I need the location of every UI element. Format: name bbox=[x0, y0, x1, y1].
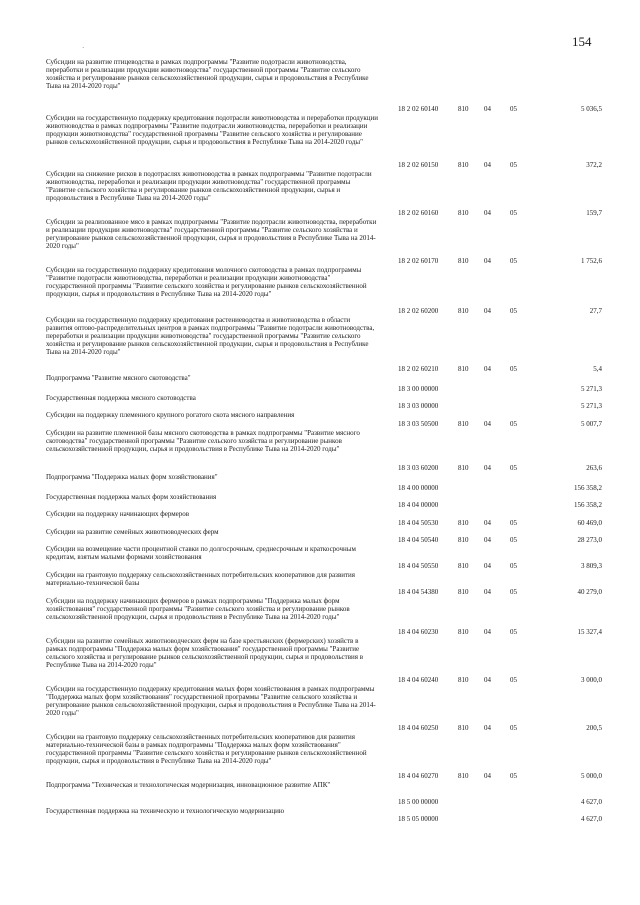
row-amount: 28 273,0 bbox=[577, 536, 602, 544]
row-code: 18 5 00 00000 bbox=[398, 798, 439, 806]
row-code: 18 2 02 60200 bbox=[398, 307, 439, 315]
row-pr: 05 bbox=[510, 628, 517, 636]
row-code: 18 2 02 60160 bbox=[398, 209, 439, 217]
row-vr: 810 bbox=[458, 676, 469, 684]
table-row bbox=[46, 637, 602, 685]
row-amount: 5 007,7 bbox=[581, 420, 602, 428]
page-number: 154 bbox=[572, 34, 592, 49]
table-row bbox=[46, 528, 602, 545]
row-code: 18 4 04 50530 bbox=[398, 519, 439, 527]
table-row bbox=[46, 781, 602, 807]
row-code: 18 2 02 60210 bbox=[398, 365, 439, 373]
row-vr: 810 bbox=[458, 464, 469, 472]
row-code: 18 4 04 60250 bbox=[398, 724, 439, 732]
row-pr: 05 bbox=[510, 536, 517, 544]
row-code: 18 2 02 60170 bbox=[398, 257, 439, 265]
row-amount: 5 271,3 bbox=[581, 385, 602, 393]
row-pr: 05 bbox=[510, 105, 517, 113]
row-code: 18 3 03 50500 bbox=[398, 420, 439, 428]
row-amount: 60 469,0 bbox=[577, 519, 602, 527]
row-vr: 810 bbox=[458, 628, 469, 636]
row-pr: 05 bbox=[510, 464, 517, 472]
row-pr: 05 bbox=[510, 307, 517, 315]
row-code: 18 4 04 60230 bbox=[398, 628, 439, 636]
row-description: Подпрограмма "Поддержка малых форм хозяйствования" bbox=[46, 473, 218, 481]
row-amount: 156 358,2 bbox=[574, 484, 602, 492]
row-code: 18 4 04 54380 bbox=[398, 588, 439, 596]
table-row bbox=[46, 266, 602, 316]
row-vr: 810 bbox=[458, 420, 469, 428]
row-amount: 372,2 bbox=[586, 161, 602, 169]
table-row bbox=[46, 473, 602, 493]
table-row bbox=[46, 394, 602, 411]
row-rz: 04 bbox=[484, 464, 491, 472]
row-amount: 5,4 bbox=[593, 365, 602, 373]
row-amount: 4 627,0 bbox=[581, 798, 602, 806]
row-vr: 810 bbox=[458, 536, 469, 544]
row-vr: 810 bbox=[458, 209, 469, 217]
row-amount: 40 279,0 bbox=[577, 588, 602, 596]
table-row bbox=[46, 374, 602, 394]
row-vr: 810 bbox=[458, 105, 469, 113]
row-amount: 5 000,0 bbox=[581, 772, 602, 780]
row-code: 18 3 03 60200 bbox=[398, 464, 439, 472]
row-description: Субсидии на государственную поддержку кредитования растениеводства и животноводства в области развития оптово-распределительных центров в рамках подпрограммы "Развитие подотрасли животноводства, переработки и реализации продукции животноводства" государственной программы "Развитие сельского хозяйства и регулирование рынков сельскохозяйственной продукции, сырья и продовольствия в Республике Тыва на 2014-2020 годы" bbox=[46, 316, 375, 356]
row-rz: 04 bbox=[484, 628, 491, 636]
row-pr: 05 bbox=[510, 257, 517, 265]
row-amount: 156 358,2 bbox=[574, 501, 602, 509]
row-pr: 05 bbox=[510, 519, 517, 527]
row-vr: 810 bbox=[458, 257, 469, 265]
row-description: Субсидии на развитие семейных животноводческих ферм bbox=[46, 528, 219, 536]
row-pr: 05 bbox=[510, 365, 517, 373]
row-vr: 810 bbox=[458, 307, 469, 315]
table-row bbox=[46, 411, 602, 429]
row-pr: 05 bbox=[510, 588, 517, 596]
row-description: Субсидии на грантовую поддержку сельскохозяйственных потребительских кооперативов для развития материально-технической базы bbox=[46, 571, 356, 587]
row-description: Субсидии на развитие семейных животноводческих ферм на базе крестьянских (фермерских) хозяйств в рамках подпрограммы "Поддержка малых форм хозяйствования" государственной программы "Развитие сельского хозяйства и регулирование рынков сельскохозяйственной продукции, сырья и продовольствия в Республике Тыва на 2014-2020 годы" bbox=[46, 637, 364, 669]
row-code: 18 2 02 60150 bbox=[398, 161, 439, 169]
table-row bbox=[46, 685, 602, 733]
row-description: Государственная поддержка мясного скотоводства bbox=[46, 394, 196, 402]
row-pr: 05 bbox=[510, 772, 517, 780]
table-row bbox=[46, 807, 602, 824]
row-description: Субсидии на государственную поддержку кредитования малых форм хозяйствования в рамках подпрограммы "Поддержка малых форм хозяйствования" государственной программы "Развитие сельского хозяйства и регулирование рынков сельскохозяйственной продукции, сырья и продовольствия в Республике Тыва на 2014-2020 годы" bbox=[46, 685, 376, 717]
row-rz: 04 bbox=[484, 257, 491, 265]
row-rz: 04 bbox=[484, 536, 491, 544]
row-amount: 5 271,3 bbox=[581, 402, 602, 410]
row-rz: 04 bbox=[484, 307, 491, 315]
row-description: Субсидии на поддержку начинающих фермеров в рамках подпрограммы "Поддержка малых форм хозяйствования" государственной программы "Развитие сельского хозяйства и регулирование рынков сельскохозяйственной продукции, сырья и продовольствия в Республике Тыва на 2014-2020 годы" bbox=[46, 597, 350, 621]
row-amount: 1 752,6 bbox=[581, 257, 602, 265]
table-row bbox=[46, 510, 602, 528]
row-description: Государственная поддержка малых форм хозяйствования bbox=[46, 493, 217, 501]
row-rz: 04 bbox=[484, 519, 491, 527]
row-description: Подпрограмма "Техническая и технологическая модернизация, инновационное развитие АПК" bbox=[46, 781, 331, 789]
row-rz: 04 bbox=[484, 105, 491, 113]
row-code: 18 4 04 60270 bbox=[398, 772, 439, 780]
budget-table bbox=[46, 58, 602, 824]
row-amount: 15 327,4 bbox=[577, 628, 602, 636]
row-description: Субсидии на возмещение части процентной ставки по долгосрочным, среднесрочным и краткосрочным кредитам, взятым малыми формами хозяйствования bbox=[46, 545, 356, 561]
row-description: Субсидии на поддержку племенного крупного рогатого скота мясного направления bbox=[46, 411, 295, 419]
row-code: 18 3 00 00000 bbox=[398, 385, 439, 393]
row-rz: 04 bbox=[484, 365, 491, 373]
row-code: 18 2 02 60140 bbox=[398, 105, 439, 113]
row-vr: 810 bbox=[458, 161, 469, 169]
row-description: Субсидии за реализованное мясо в рамках подпрограммы "Развитие подотрасли животноводства, переработки и реализации продукции животноводства" государственной программы "Развитие сельского хозяйства и регулирование рынков сельскохозяйственной продукции, сырья и продовольствия в Республике Тыва на 2014-2020 годы" bbox=[46, 218, 377, 250]
table-row bbox=[46, 114, 602, 170]
table-row bbox=[46, 493, 602, 510]
table-row bbox=[46, 597, 602, 637]
row-vr: 810 bbox=[458, 724, 469, 732]
row-rz: 04 bbox=[484, 420, 491, 428]
row-pr: 05 bbox=[510, 161, 517, 169]
row-code: 18 4 04 60240 bbox=[398, 676, 439, 684]
row-description: Государственная поддержка на техническую и технологическую модернизацию bbox=[46, 807, 285, 815]
row-amount: 5 036,5 bbox=[581, 105, 602, 113]
row-pr: 05 bbox=[510, 724, 517, 732]
row-amount: 3 000,0 bbox=[581, 676, 602, 684]
table-row bbox=[46, 218, 602, 266]
row-description: Субсидии на развитие птицеводства в рамках подпрограммы "Развитие подотрасли животноводства, переработки и реализации продукции животноводства" государственной программы "Развитие сельского хозяйства и регулирование рынков сельскохозяйственной продукции, сырья и продовольствия в Республике Тыва на 2014-2020 годы" bbox=[46, 58, 369, 90]
row-amount: 263,6 bbox=[586, 464, 602, 472]
row-description: Субсидии на государственную поддержку кредитования молочного скотоводства в рамках подпрограммы "Развитие подотрасли животноводства, переработки и реализации продукции животноводства" государственной программы "Развитие сельского хозяйства и регулирование рынков сельскохозяйственной продукции, сырья и продовольствия в Республике Тыва на 2014-2020 годы" bbox=[46, 266, 367, 298]
row-vr: 810 bbox=[458, 562, 469, 570]
table-row bbox=[46, 545, 602, 571]
row-description: Субсидии на грантовую поддержку сельскохозяйственных потребительских кооперативов для развития материально-технической базы в рамках подпрограммы "Поддержка малых форм хозяйствования" государственной программы "Развитие сельского хозяйства и регулирование рынков сельскохозяйственной продукции, сырья и продовольствия в Республике Тыва на 2014-2020 годы" bbox=[46, 733, 367, 765]
row-description: Субсидии на поддержку начинающих фермеров bbox=[46, 510, 190, 518]
row-description: Подпрограмма "Развитие мясного скотоводства" bbox=[46, 374, 191, 382]
row-rz: 04 bbox=[484, 676, 491, 684]
table-row bbox=[46, 571, 602, 597]
row-description: Субсидии на государственную поддержку кредитования подотрасли животноводства и переработки продукции животноводства в рамках подпрограммы "Развитие подотрасли животноводства, переработки и реализации продукции животноводства" государственной программы "Развитие сельского хозяйства и регулирование рынков сельскохозяйственной продукции, сырья и продовольствия в Республике Тыва на 2014-2020 годы" bbox=[46, 114, 378, 146]
row-code: 18 5 05 00000 bbox=[398, 815, 439, 823]
table-row bbox=[46, 316, 602, 374]
row-pr: 05 bbox=[510, 676, 517, 684]
row-code: 18 4 00 00000 bbox=[398, 484, 439, 492]
row-code: 18 4 04 00000 bbox=[398, 501, 439, 509]
row-pr: 05 bbox=[510, 209, 517, 217]
table-row bbox=[46, 170, 602, 218]
row-code: 18 4 04 50540 bbox=[398, 536, 439, 544]
scan-artifact: · bbox=[82, 44, 85, 52]
table-row bbox=[46, 429, 602, 473]
row-vr: 810 bbox=[458, 519, 469, 527]
row-code: 18 3 03 00000 bbox=[398, 402, 439, 410]
row-vr: 810 bbox=[458, 772, 469, 780]
row-pr: 05 bbox=[510, 562, 517, 570]
row-rz: 04 bbox=[484, 209, 491, 217]
row-vr: 810 bbox=[458, 588, 469, 596]
row-amount: 3 809,3 bbox=[581, 562, 602, 570]
row-rz: 04 bbox=[484, 772, 491, 780]
row-amount: 27,7 bbox=[589, 307, 602, 315]
row-description: Субсидии на развитие племенной базы мясного скотоводства в рамках подпрограммы "Развитие мясного скотоводства" государственной программы "Развитие сельского хозяйства и регулирование рынков сельскохозяйственной продукции, сырья и продовольствия в Республике Тыва на 2014-2020 годы" bbox=[46, 429, 360, 453]
table-row bbox=[46, 733, 602, 781]
row-rz: 04 bbox=[484, 724, 491, 732]
row-pr: 05 bbox=[510, 420, 517, 428]
row-description: Субсидии на снижение рисков в подотраслях животноводства в рамках подпрограммы "Развитие подотрасли животноводства, переработки и реализации продукции животноводства" государственной программы "Развитие сельского хозяйства и регулирование рынков сельскохозяйственной продукции, сырья и продовольствия в Республике Тыва на 2014-2020 годы" bbox=[46, 170, 372, 202]
table-row bbox=[46, 58, 602, 114]
row-rz: 04 bbox=[484, 588, 491, 596]
row-vr: 810 bbox=[458, 365, 469, 373]
row-amount: 159,7 bbox=[586, 209, 602, 217]
row-rz: 04 bbox=[484, 161, 491, 169]
row-rz: 04 bbox=[484, 562, 491, 570]
row-amount: 4 627,0 bbox=[581, 815, 602, 823]
row-code: 18 4 04 50550 bbox=[398, 562, 439, 570]
row-amount: 200,5 bbox=[586, 724, 602, 732]
